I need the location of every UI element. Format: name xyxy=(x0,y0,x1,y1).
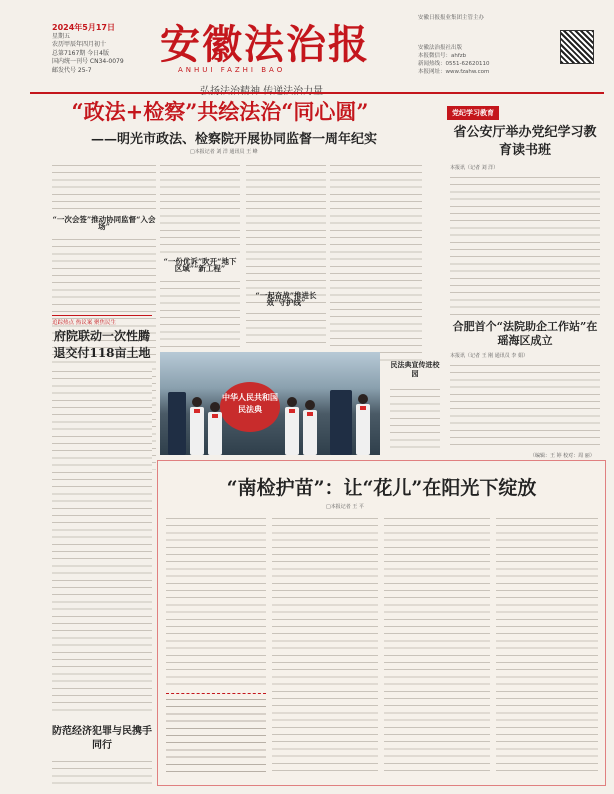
lead-byline: □本报记者 刘 洋 通讯员 王 峰 xyxy=(190,149,258,155)
lower-left-tag: 追踪热点 热议案 聚焦民生 xyxy=(52,320,116,326)
lower-left-article xyxy=(52,366,152,716)
right-byline-2: 本报讯（记者 王 刚 通讯员 李 娟） xyxy=(450,353,528,359)
lead-headline: “政法+检察”共绘法治“同心圆” xyxy=(71,99,369,124)
right-info-2: 安徽法治报社出版 xyxy=(418,45,463,51)
photo-banner: 中华人民共和国民法典 xyxy=(220,382,280,432)
photo-caption-title: 民法典宣传进校园 xyxy=(390,360,440,378)
feature-byline: □本报记者 王 平 xyxy=(326,504,364,510)
right-info-1: 安徽日报报业集团主管主办 xyxy=(418,15,485,21)
feature-box xyxy=(157,460,606,786)
right-tag: 党纪学习教育 xyxy=(447,106,499,120)
masthead-pinyin: ANHUI FAZHI BAO xyxy=(178,66,286,74)
qr-code-icon xyxy=(560,30,594,64)
right-byline-1: 本报讯（记者 刘 洋） xyxy=(450,165,499,171)
lead-subhead: ——明光市政法、检察院开展协同监督一周年纪实 xyxy=(90,132,377,147)
right-footer: （编辑：王 婷 校对：周 丽） xyxy=(530,453,595,459)
lower-left-sub-article xyxy=(52,756,152,784)
right-article-1 xyxy=(450,172,600,317)
feature-col-4 xyxy=(496,513,598,777)
feature-photo xyxy=(160,352,380,455)
lower-left-sub: 防范经济犯罪与民携手同行 xyxy=(52,726,152,751)
feature-headline: “南检护苗”：让“花儿”在阳光下绽放 xyxy=(226,477,537,499)
feature-col-2 xyxy=(272,513,378,777)
issue-info-4: 邮发代号 25-7 xyxy=(52,66,92,74)
right-headline: 省公安厅举办党纪学习教育读书班 xyxy=(453,125,597,158)
feature-col-1 xyxy=(166,513,266,688)
lower-left-headline: 府院联动一次性腾退交付118亩土地 xyxy=(53,329,151,360)
masthead-logo: 安徽法治报 xyxy=(160,21,370,68)
right-info-5: 本报网址：www.fzahw.com xyxy=(418,69,490,75)
lead-col-4 xyxy=(330,160,422,365)
lead-section-3: “一起奋战”推进长效“守护线” xyxy=(255,291,317,308)
issue-weekday: 星期五 xyxy=(52,32,71,40)
right-info-3: 本报微信号：ahfzb xyxy=(418,53,467,59)
masthead-info xyxy=(52,24,124,76)
lead-section-1: “一次会签”推动协同监督“入会场” xyxy=(52,215,156,232)
feature-col-3 xyxy=(384,513,490,777)
lead-col-3b xyxy=(246,290,326,350)
feature-quote xyxy=(166,693,266,778)
photo-caption-text xyxy=(390,384,440,454)
masthead-rule xyxy=(30,92,604,94)
lead-section-2: “一份优诉”吹开“地下区域”“新工程” xyxy=(163,257,237,274)
right-info-4: 新闻热线：0551-62620110 xyxy=(418,61,490,67)
masthead-slogan xyxy=(200,82,323,97)
right-headline-2: 合肥首个“法院助企工作站”在瑶海区成立 xyxy=(452,320,598,347)
issue-info-2: 总第7167期 今日4版 xyxy=(52,49,109,57)
issue-info-3: 国内统一刊号 CN34-0079 xyxy=(52,58,124,66)
right-article-2 xyxy=(450,360,600,450)
issue-date: 2024年5月17日 xyxy=(52,23,115,32)
issue-info-1: 农历甲辰年四月初十 xyxy=(52,41,107,49)
lower-left-rule xyxy=(52,315,152,316)
